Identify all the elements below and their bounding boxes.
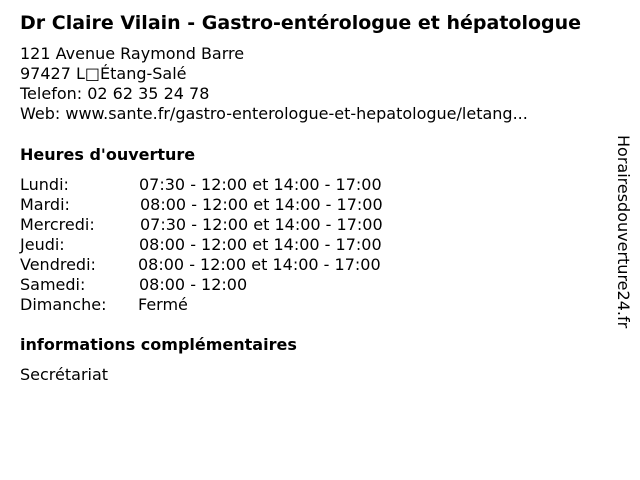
day-label: Mercredi: xyxy=(20,215,95,234)
time-value: Fermé xyxy=(138,295,188,314)
day-label: Vendredi: xyxy=(20,255,96,274)
site-watermark: Horairesdouverture24.fr xyxy=(614,135,633,329)
day-label: Dimanche: xyxy=(20,295,107,314)
day-label: Samedi: xyxy=(20,275,86,294)
time-value: 07:30 - 12:00 et 14:00 - 17:00 xyxy=(140,215,383,234)
info-heading: informations complémentaires xyxy=(20,335,297,354)
time-value: 08:00 - 12:00 et 14:00 - 17:00 xyxy=(138,255,381,274)
time-value: 07:30 - 12:00 et 14:00 - 17:00 xyxy=(139,175,382,194)
address-city: 97427 L□Étang-Salé xyxy=(20,64,187,83)
day-label: Jeudi: xyxy=(20,235,65,254)
address-street: 121 Avenue Raymond Barre xyxy=(20,44,245,63)
time-value: 08:00 - 12:00 xyxy=(139,275,248,294)
time-value: 08:00 - 12:00 et 14:00 - 17:00 xyxy=(140,195,383,214)
hours-heading: Heures d'ouverture xyxy=(20,145,196,164)
page-title: Dr Claire Vilain - Gastro-entérologue et hépatologue xyxy=(20,12,582,34)
time-value: 08:00 - 12:00 et 14:00 - 17:00 xyxy=(139,235,382,254)
website-link[interactable]: Web: www.sante.fr/gastro-enterologue-et-hepatologue/letang... xyxy=(20,104,528,123)
phone-number: Telefon: 02 62 35 24 78 xyxy=(20,84,210,103)
day-label: Lundi: xyxy=(20,175,69,194)
info-text: Secrétariat xyxy=(20,365,109,384)
day-label: Mardi: xyxy=(20,195,70,214)
